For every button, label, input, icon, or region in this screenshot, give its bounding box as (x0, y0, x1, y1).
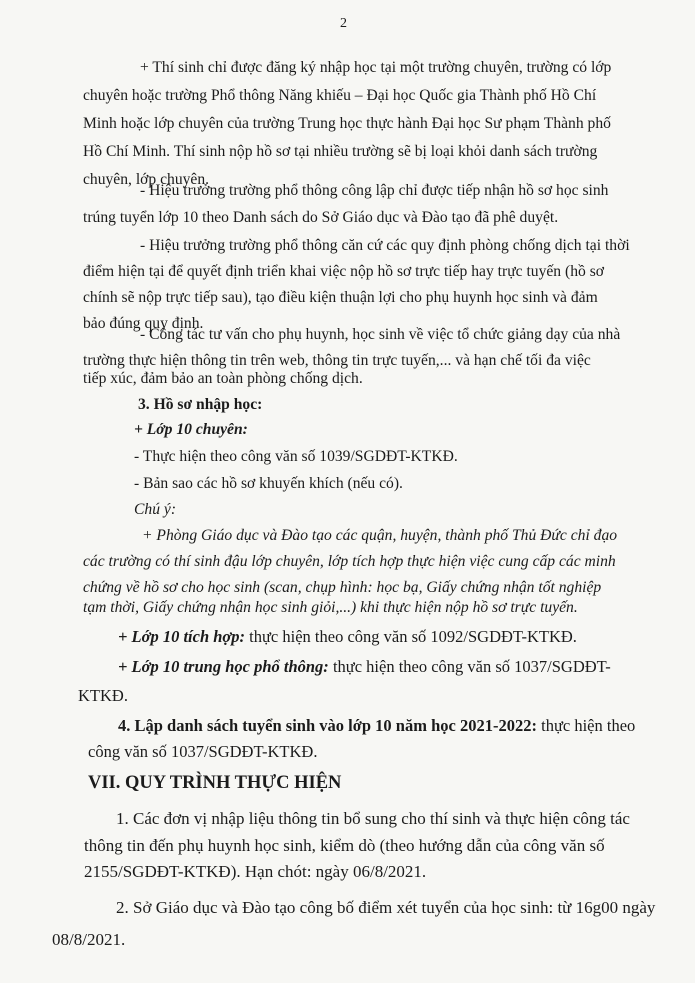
lop10-chuyen-label: + Lớp 10 chuyên: (134, 421, 248, 438)
para2-line-1: - Hiệu trưởng trường phổ thông công lập chỉ được tiếp nhận hồ sơ học sinh (140, 182, 609, 199)
thpt-cont: KTKĐ. (78, 686, 128, 705)
para2-line-2: trúng tuyển lớp 10 theo Danh sách do Sở Giáo dục và Đào tạo đã phê duyệt. (83, 209, 559, 226)
thpt-text: thực hiện theo công văn số 1037/SGDĐT- (332, 657, 611, 676)
chu-y-line-4: tạm thời, Giấy chứng nhận học sinh giỏi,...) khi thực hiện nộp hồ sơ trực tuyến. (83, 599, 578, 616)
para1-line-4: Hồ Chí Minh. Thí sinh nộp hồ sơ tại nhiều trường sẽ bị loại khỏi danh sách trường (83, 143, 598, 160)
tich-hop-text: thực hiện theo công văn số 1092/SGDĐT-KTKĐ. (249, 627, 577, 646)
para4-line-2: trường thực hiện thông tin trên web, thông tin trực tuyến,... và hạn chế tối đa việc (83, 352, 591, 369)
para4-line-3: tiếp xúc, đảm bảo an toàn phòng chống dịch. (83, 370, 363, 387)
para3-line-3: chính sẽ nộp trực tiếp sau), tạo điều kiện thuận lợi cho phụ huynh học sinh và đảm (83, 289, 598, 306)
section3-heading: 3. Hồ sơ nhập học: (138, 396, 263, 413)
item2-line-2: 08/8/2021. (52, 930, 126, 949)
item1-line-1: 1. Các đơn vị nhập liệu thông tin bổ sung cho thí sinh và thực hiện công tác (116, 809, 630, 828)
para1-line-5: chuyên, lớp chuyên. (83, 171, 210, 188)
thpt-line (118, 657, 611, 677)
chu-y-line-1: + Phòng Giáo dục và Đào tạo các quận, huyện, thành phố Thủ Đức chỉ đạo (142, 527, 618, 544)
para1-line-3: Minh hoặc lớp chuyên của trường Trung học thực hành Đại học Sư phạm Thành phố (83, 115, 611, 132)
section4-line (118, 716, 635, 736)
item1-line-3: 2155/SGDĐT-KTKĐ). Hạn chót: ngày 06/8/2021. (84, 862, 427, 881)
page-number: 2 (340, 16, 347, 31)
para3-line-2: điểm hiện tại để quyết định triển khai việc nộp hồ sơ trực tiếp hay trực tuyến (hồ sơ (83, 263, 605, 280)
thpt-label: + Lớp 10 trung học phổ thông: (118, 657, 329, 676)
item2-line-1: 2. Sở Giáo dục và Đào tạo công bố điểm xét tuyển của học sinh: từ 16g00 ngày (116, 898, 656, 917)
tich-hop-label: + Lớp 10 tích hợp: (118, 627, 246, 646)
chu-y-line-2: các trường có thí sinh đậu lớp chuyên, lớp tích hợp thực hiện việc cung cấp các minh (83, 553, 616, 570)
section7-heading: VII. QUY TRÌNH THỰC HIỆN (88, 773, 342, 793)
chu-y-line-3: chứng về hồ sơ cho học sinh (scan, chụp hình: học bạ, Giấy chứng nhận tốt nghiệp (83, 579, 602, 596)
chuyen-item-2: - Bản sao các hồ sơ khuyến khích (nếu có). (134, 475, 403, 492)
para3-line-4: bảo đúng quy định. (83, 315, 204, 332)
tich-hop-line (118, 627, 577, 647)
chuyen-item-1: - Thực hiện theo công văn số 1039/SGDĐT-KTKĐ. (134, 448, 458, 465)
section4-cont: công văn số 1037/SGDĐT-KTKĐ. (88, 742, 318, 761)
para3-line-1: - Hiệu trưởng trường phổ thông căn cứ các quy định phòng chống dịch tại thời (140, 237, 630, 254)
para1-line-1: + Thí sinh chỉ được đăng ký nhập học tại một trường chuyên, trường có lớp (140, 59, 612, 76)
para1-line-2: chuyên hoặc trường Phổ thông Năng khiếu – Đại học Quốc gia Thành phố Hồ Chí (83, 87, 597, 104)
section4-text: thực hiện theo (541, 716, 636, 735)
chu-y-label: Chú ý: (134, 501, 177, 518)
section4-label: 4. Lập danh sách tuyển sinh vào lớp 10 năm học 2021-2022: (118, 716, 537, 735)
item1-line-2: thông tin đến phụ huynh học sinh, kiểm dò (theo hướng dẫn của công văn số (84, 836, 605, 855)
para4-line-1: - Công tác tư vấn cho phụ huynh, học sinh về việc tổ chức giảng dạy của nhà (140, 326, 621, 343)
